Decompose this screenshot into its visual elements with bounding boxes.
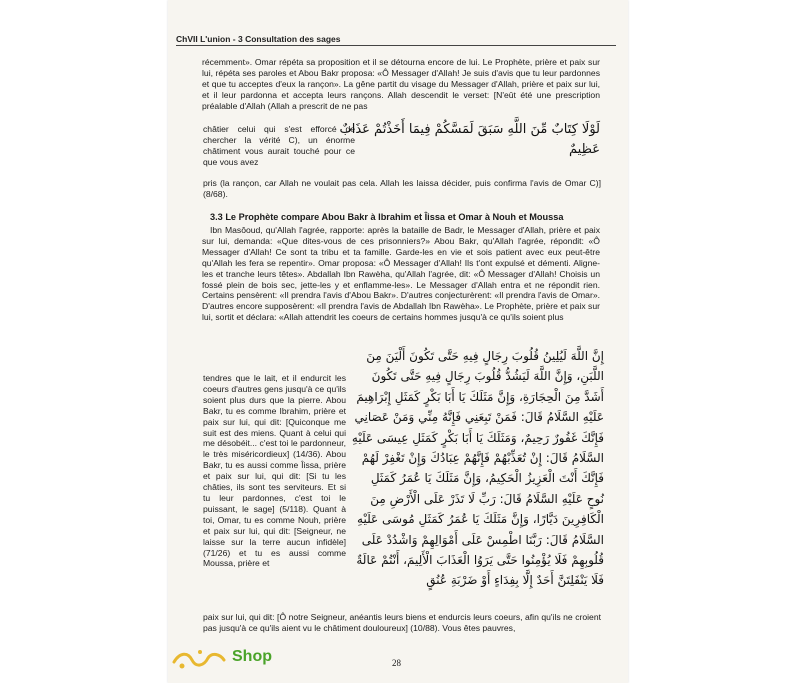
- paragraph-3: paix sur lui, qui dit: [Ô notre Seigneur, anéantis leurs biens et endurcis leurs coeurs, afin qu'ils ne croient pas jusqu'à ce qu'ils aient vu le châtiment douloureux] (10/88). Vous êtes pauvres,: [203, 612, 601, 633]
- paragraph-1-continued: pris (la rançon, car Allah ne voulait pas cela. Allah les laissa décider, puis confirma l'avis de Omar C)] (8/68).: [203, 178, 601, 199]
- paragraph-1-wrap-text: châtier celui qui s'est efforcé de chercher la vérité C), un énorme châtiment vous aurait touché pour ce que vous avez: [203, 124, 355, 167]
- paragraph-2: Ibn Masôoud, qu'Allah l'agrée, rapporte: après la bataille de Badr, le Messager d'Allah, prière et paix sur lui, demanda: «Que dites-vous de ces prisonniers?» Abou Bakr, qu'Allah l'agrée, répondit: «Ô Messager d'Allah! Ce sont ta tribu et ta famille. Garde-les en vie et sois patient avec eux peut-être qu'Allah les fera se repentir». Omar proposa: «Ô Messager d'Allah! Ils t'ont expulsé et démenti. Aligne-les et tranche leurs têtes». Abdallah Ibn Rawèha, qu'Allah l'agrée, dit: «Ô Messager d'Allah! Choisis un fossé plein de bois sec, jette-les y et enflamme-les». Le Messager d'Allah entra et ne répondit rien. Certains pensèrent: «Il prendra l'avis d'Abou Bakr». D'autres conjecturèrent: «Il prendra l'avis de Omar». D'autres encore supposèrent: «Il prendra l'avis de Abdallah Ibn Rawèha». Le Prophète, prière et paix sur lui, sortit et déclara: «Allah attendrit les coeurs de certains hommes jusqu'à ce qu'ils soient plus: [202, 225, 600, 323]
- section-heading: 3.3 Le Prophète compare Abou Bakr à Ibrahim et Îissa et Omar à Nouh et Moussa: [210, 212, 564, 222]
- paragraph-1: récemment». Omar répéta sa proposition et il se détourna encore de lui. Le Prophète, prière et paix sur lui, répéta ses paroles et Abou Bakr proposa: «Ô Messager d'Allah! Je suis d'avis que tu leur pardonnes et que tu acceptes d'eux la rançon». La gêne partit du visage du Messager d'Allah, prière et paix sur lui, et il leur pardonna et accepta leurs rançons. Allah descendit le verset: [N'eût été une prescription préalable d'Allah (Allah a prescrit de ne pas: [202, 57, 600, 111]
- chapter-header: ChVII L'union - 3 Consultation des sages: [176, 34, 616, 46]
- shop-logo-icon: [170, 644, 290, 674]
- shop-logo-text[interactable]: Shop: [232, 648, 272, 665]
- page-number: 28: [392, 658, 401, 668]
- arabic-hadith: إِنَّ اللَّهَ لَيُلِينُ قُلُوبَ رِجَالٍ فِيهِ حَتَّى تَكُونَ أَلْيَنَ مِنَ اللَّبَنِ، وَإِنَّ اللَّهَ لَيَشُدُّ قُلُوبَ رِجَالٍ فِيهِ حَتَّى تَكُونَ أَشَدَّ مِنَ الْحِجَارَةِ، وَإِنَّ مَثَلَكَ يَا أَبَا بَكْرٍ كَمَثَلِ إِبْرَاهِيمَ عَلَيْهِ السَّلَامُ قَالَ: فَمَنْ تَبِعَنِي فَإِنَّهُ مِنِّي وَمَنْ عَصَانِي فَإِنَّكَ غَفُورٌ رَحِيمٌ، وَمَثَلَكَ يَا أَبَا بَكْرٍ كَمَثَلِ عِيسَى عَلَيْهِ السَّلَامُ قَالَ: إِنْ تُعَذِّبْهُمْ فَإِنَّهُمْ عِبَادُكَ وَإِنْ تَغْفِرْ لَهُمْ فَإِنَّكَ أَنْتَ الْعَزِيزُ الْحَكِيمُ، وَإِنَّ مَثَلَكَ يَا عُمَرُ كَمَثَلِ نُوحٍ عَلَيْهِ السَّلَامُ قَالَ: رَبِّ لَا تَذَرْ عَلَى الْأَرْضِ مِنَ الْكَافِرِينَ دَيَّارًا، وَإِنَّ مَثَلَكَ يَا عُمَرُ كَمَثَلِ مُوسَى عَلَيْهِ السَّلَامُ قَالَ: رَبَّنَا اطْمِسْ عَلَى أَمْوَالِهِمْ وَاشْدُدْ عَلَى قُلُوبِهِمْ فَلَا يُؤْمِنُوا حَتَّى يَرَوُا الْعَذَابَ الْأَلِيمَ، أَنْتُمْ عَالَةٌ فَلَا يَنْفَلِتَنَّ أَحَدٌ إِلَّا بِفِدَاءٍ أَوْ ضَرْبَةِ عُنُقٍ: [351, 349, 604, 588]
- paragraph-2-wrap-text: tendres que le lait, et il endurcit les coeurs d'autres gens jusqu'à ce qu'ils soient plus durs que la pierre. Abou Bakr, tu es comme Ibrahim, prière et paix sur lui, qui dit: [Quiconque me suit est des miens. Quant à celui qui me désobéit... c'est toi le pardonneur, le très miséricordieux] (14/36). Abou Bakr, tu es aussi comme Îissa, prière et paix sur lui, qui dit: [Si tu les châties, ils sont tes serviteurs. Et si tu leur pardonnes, c'est toi le puissant, le sage] (5/118). Quant à toi, Omar, tu es comme Nouh, prière et paix sur lui, qui dit: [Seigneur, ne laisse sur la terre aucun infidèle] (71/26) et tu es aussi comme Moussa, prière et: [203, 373, 346, 569]
- arabic-verse: لَوْلَا كِتَابٌ مِّنَ اللَّهِ سَبَقَ لَمَسَّكُمْ فِيمَا أَخَذْتُمْ عَذَابٌ عَظِيمٌ: [339, 122, 600, 157]
